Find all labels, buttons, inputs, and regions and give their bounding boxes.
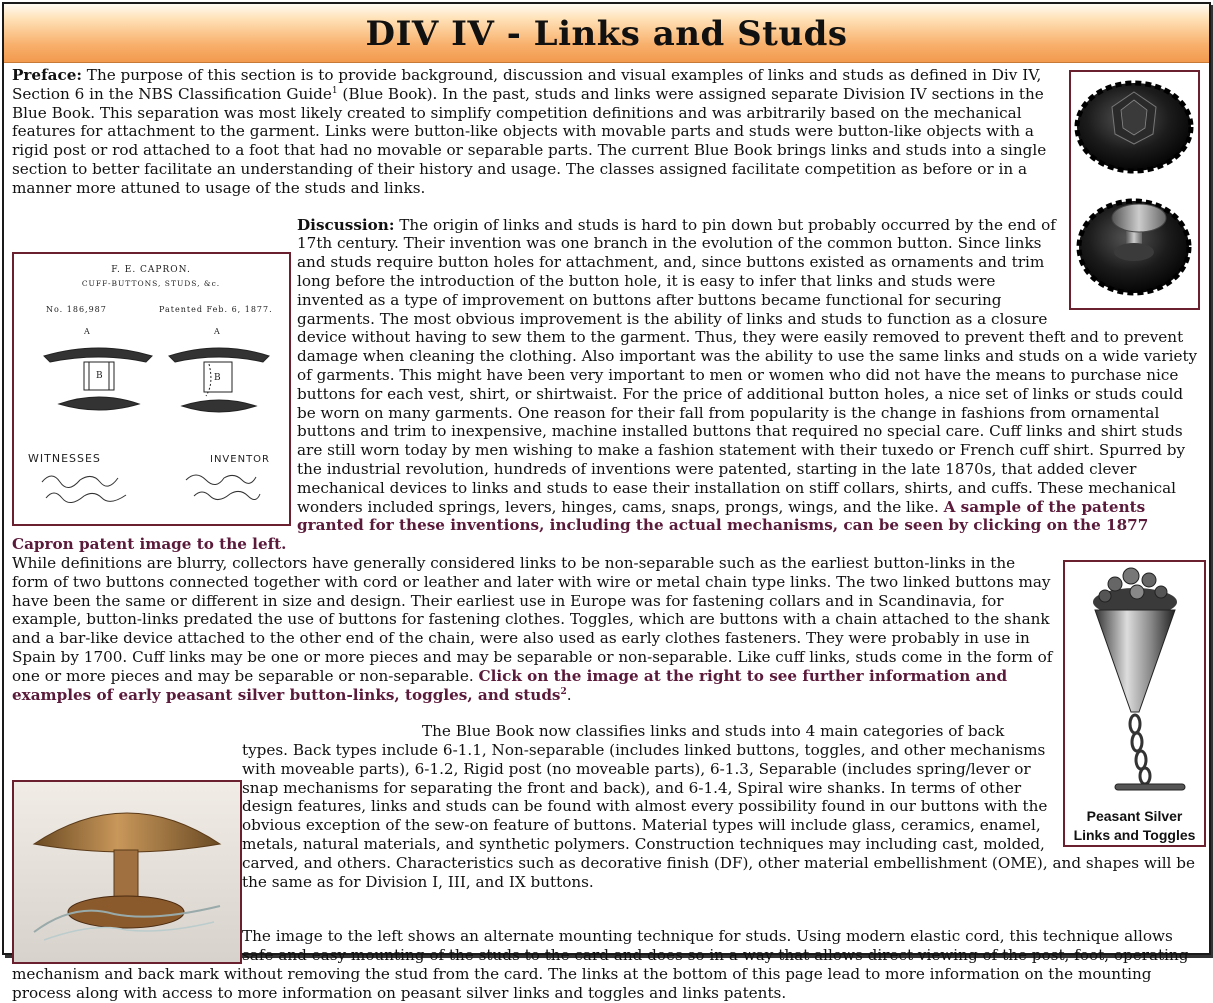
- peasant-caption-line-1: Peasant Silver: [1086, 807, 1183, 824]
- filigree-top: [1093, 568, 1177, 616]
- patent-date: Patented Feb. 6, 1877.: [159, 304, 273, 314]
- stud-buttons-icon: [1071, 72, 1198, 308]
- peasant-silver-toggle-icon: [1065, 562, 1204, 802]
- patent-figure-right: [169, 327, 269, 412]
- page-title: DIV IV - Links and Studs: [365, 14, 848, 54]
- definitions-end: .: [566, 685, 572, 704]
- patent-figure-left: [44, 327, 152, 410]
- patent-number: No. 186,987: [46, 304, 107, 314]
- svg-text:B: B: [96, 370, 103, 381]
- svg-text:B: B: [214, 372, 221, 383]
- svg-text:A: A: [214, 326, 220, 336]
- patent-signatures: [42, 475, 260, 503]
- patent-name: F. E. CAPRON.: [111, 264, 191, 275]
- page-frame: [2, 2, 1211, 1002]
- definitions-paragraph: [12, 554, 1200, 704]
- footnote-1: 1: [331, 85, 338, 96]
- stud-foot: [68, 896, 184, 928]
- peasant-caption-line-2: Links and Toggles: [1073, 826, 1196, 843]
- patent-witnesses: WITNESSES: [28, 451, 101, 465]
- definitions-text: While definitions are blurry, collectors have generally considered links to be non-separable such as the earliest button-links in the form of two buttons connected together with cord or leather and later with wire or metal chain type links. The two linked buttons may have been the same or different in size and design. Their earliest use in Europe was for fastening collars and in Scandinavia, for example, button-links predated the use of buttons for fastening clothes. Toggles, which are buttons with a chain attached to the shank and a bar-like device attached to the other end of the chain, were also used as early clothes fasteners. They were probably in use in Spain by 1700. Cuff links may be one or more pieces and may be separable or non-separable. Like cuff links, studs come in the form of one or more pieces and may be separable or non-separable.: [12, 553, 1053, 685]
- svg-text:A: A: [84, 326, 90, 336]
- patent-inventor: INVENTOR: [210, 453, 270, 465]
- mounted-stud-image[interactable]: [12, 780, 242, 964]
- peasant-caption: [1065, 807, 1204, 845]
- preface-label: Preface:: [12, 66, 82, 84]
- classification-paragraph: The Blue Book now classifies links and studs into 4 main categories of back types. Back types include 6-1.1, Non-separable (includes linked buttons, toggles, and other mechanisms with moveable parts), 6-1.2, Rigid post (no moveable parts), 6-1.3, Separable (includes spring/lever or snap mechanisms for separating the front and back), and 6-1.4, Spiral wire shanks. In terms of other design features, links and studs can be found with almost every possibility found in our buttons with the obvious exception of the sew-on feature of buttons. Material types will include glass, ceramics, enamel, metals, natural materials, and synthetic polymers. Construction techniques may including cast, molded, carved, and others. Characteristics such as decorative finish (DF), other material embellishment (OME), and shapes will be the same as for Division I, III, and IX buttons.: [242, 722, 1195, 891]
- content-area: [12, 66, 1200, 1003]
- capron-patent-image[interactable]: [12, 252, 291, 526]
- patent-drawing-icon: [14, 254, 289, 524]
- title-banner: [4, 4, 1209, 63]
- mounting-paragraph: The image to the left shows an alternate mounting technique for studs. Using modern elastic cord, this technique allows safe and easy mounting of the studs to the card and does so in a way that allows direct viewing of the post, foot, operating mechanism and back mark without removing the stud from the card. The links at the bottom of this page lead to more information on the mounting process along with access to more information on peasant silver links and toggles and links patents.: [12, 927, 1189, 1002]
- stud-buttons-photo[interactable]: [1069, 70, 1200, 310]
- mounted-stud-photo-icon: [14, 782, 240, 962]
- patent-subtitle: CUFF-BUTTONS, STUDS, &c.: [81, 278, 221, 288]
- toggle-chain: [1130, 715, 1150, 784]
- discussion-label: Discussion:: [297, 215, 395, 234]
- discussion-text: The origin of links and studs is hard to pin down but probably occurred by the end of 17th century. Their invention was one branch in the evolution of the common button. Since links and studs require button holes for attachment, and, since buttons existed as ornaments and trim long before the introduction of the button hole, it is easy to infer that links and studs were invented as a type of improvement on buttons after buttons became functional for securing garments. The most obvious improvement is the ability of links and studs to function as a closure device without having to sew them to the garment. Thus, they were easily removed to prevent theft and to prevent damage when cleaning the clothing. Also important was the ability to use the same links and studs on a wide variety of garments. This might have been very important to men or women who did not have the means to purchase nice buttons for each vest, shirt, or shirtwaist. For the price of additional button holes, a nice set of links or studs could be worn on many garments. One reason for their fall from popularity is the change in fashions from ornamental buttons and trim to inexpensive, machine installed buttons that required no special care. Cuff links and shirt studs are still worn today by men wishing to make a fashion statement with their tuxedo or French cuff shirt. Spurred by the industrial revolution, hundreds of inventions were patented, starting in the late 1870s, that added clever mechanical devices to links and studs to ease their installation on stiff collars, shirts, and cuffs. These mechanical wonders included springs, levers, hinges, cams, snaps, prongs, wings, and the like.: [297, 215, 1198, 516]
- preface-text-1: The purpose of this section is to provide background, discussion and visual examples of links and studs as defined in Div IV, Section 6 in the NBS Classification Guide: [12, 66, 1042, 103]
- stud-back: [1079, 201, 1189, 293]
- footnote-2: 2: [560, 686, 567, 697]
- peasant-silver-image[interactable]: [1063, 560, 1206, 847]
- peasant-silver-link[interactable]: Click on the image at the right to see further information and examples of early peasant silver button-links, toggles, and studs: [12, 666, 1008, 704]
- preface-text-2: (Blue Book). In the past, studs and links were assigned separate Division IV sections in the Blue Book. This separation was most likely created to simplify competition definitions and was arbitrarily based on the mechanical features for attachment to the garment. Links were button-like objects with movable parts and studs were button-like objects with a rigid post or rod attached to a foot that had no movable or separable parts. The current Blue Book brings links and studs into a single section to better facilitate an understanding of their history and usage. The classes assigned facilitate competition as before or in a manner more attuned to usage of the studs and links.: [12, 84, 1047, 197]
- patents-link[interactable]: A sample of the patents granted for these inventions, including the actual mechanisms, can be seen by clicking on the 1877 Capron patent image to the left.: [12, 497, 1149, 554]
- silver-cone: [1095, 610, 1175, 712]
- stud-front: [1077, 83, 1191, 171]
- toggle-bar: [1115, 784, 1185, 790]
- preface-paragraph: [12, 66, 1200, 198]
